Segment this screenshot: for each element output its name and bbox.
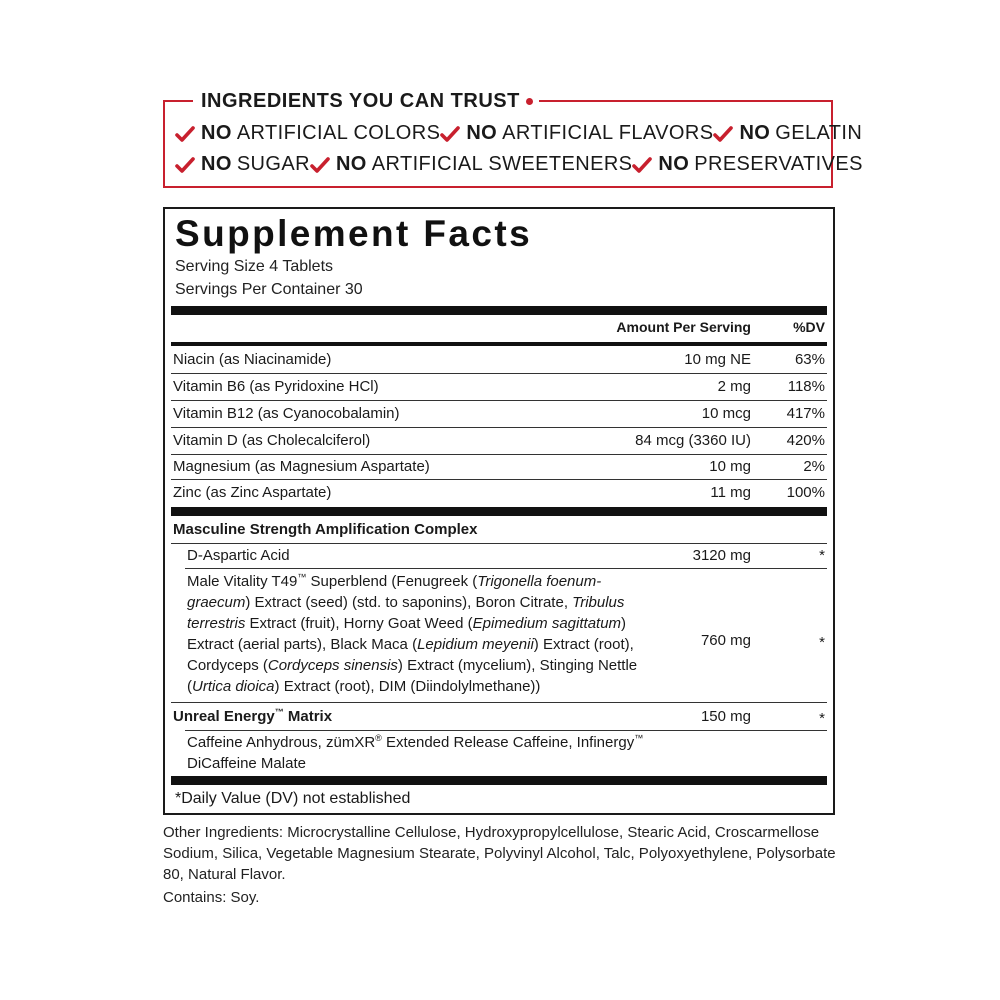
ingredient-row-d-aspartic-acid: D-Aspartic Acid 3120 mg * [187, 547, 825, 564]
header-daily-value: %DV [793, 319, 825, 335]
checkmark-icon [175, 156, 195, 174]
servings-per-container: Servings Per Container 30 [175, 281, 363, 298]
trust-title: INGREDIENTS YOU CAN TRUST [193, 88, 539, 114]
checkmark-icon [713, 125, 733, 143]
claim-no-preservatives: NO PRESERVATIVES [632, 153, 862, 176]
row-divider [185, 730, 827, 731]
energy-matrix-dv: * [819, 710, 825, 727]
trust-claims-row-1 [175, 122, 863, 145]
checkmark-icon [632, 156, 652, 174]
superblend-description: Male Vitality T49™ Superblend (Fenugreek (Trigonella foenum-graecum) Extract (seed) (std. to saponins), Boron Citrate, Tribulus terrestris Extract (fruit), Horny Goat Weed (Epimedium sagittatum) Extract (aerial parts), Black Maca (Lepidium meyenii) Extract (root), Cordyceps (Cordyceps sinensis) Extract (mycelium), Stinging Nettle (Urtica dioica) Extract (root), DIM (Diindolylmethane)) [187, 572, 638, 695]
nutrient-row: Vitamin B6 (as Pyridoxine HCl) 2 mg 118% [173, 378, 825, 395]
nutrient-row: Vitamin D (as Cholecalciferol) 84 mcg (3360 IU) 420% [173, 432, 825, 449]
row-divider [171, 373, 827, 374]
claim-no-artificial-colors: NO ARTIFICIAL COLORS [175, 122, 440, 145]
daily-value-footnote: *Daily Value (DV) not established [175, 790, 411, 807]
facts-title: Supplement Facts [175, 213, 533, 254]
trust-claims-row-2 [175, 153, 863, 176]
superblend-amount: 760 mg [700, 632, 751, 649]
nutrient-row: Niacin (as Niacinamide) 10 mg NE 63% [173, 351, 825, 368]
claim-no-gelatin: NO GELATIN [713, 122, 862, 145]
trust-box [163, 89, 863, 188]
medium-divider [171, 342, 827, 346]
complex-title: Masculine Strength Amplification Complex [173, 521, 478, 538]
allergen-statement: Contains: Soy. [163, 889, 260, 906]
nutrient-row: Vitamin B12 (as Cyanocobalamin) 10 mcg 417% [173, 405, 825, 422]
claim-no-sugar: NO SUGAR [175, 153, 310, 176]
row-divider [171, 427, 827, 428]
energy-matrix-title: Unreal Energy™ Matrix [173, 707, 333, 725]
header-amount-per-serving: Amount Per Serving [616, 319, 751, 335]
claim-no-artificial-sweeteners: NO ARTIFICIAL SWEETENERS [310, 153, 632, 176]
trust-dot-icon [526, 98, 533, 105]
supplement-facts-panel [163, 207, 835, 815]
checkmark-icon [175, 125, 195, 143]
thick-divider [171, 306, 827, 315]
row-divider [185, 568, 827, 569]
energy-matrix-description: Caffeine Anhydrous, zümXR® Extended Release Caffeine, Infinergy™ DiCaffeine Malate [187, 733, 644, 772]
claim-no-artificial-flavors: NO ARTIFICIAL FLAVORS [440, 122, 713, 145]
energy-matrix-amount: 150 mg [700, 708, 751, 725]
serving-size: Serving Size 4 Tablets [175, 258, 334, 275]
thick-divider [171, 507, 827, 516]
row-divider [171, 702, 827, 703]
row-divider [171, 400, 827, 401]
superblend-dv: * [819, 634, 825, 651]
checkmark-icon [440, 125, 460, 143]
checkmark-icon [310, 156, 330, 174]
row-divider [171, 479, 827, 480]
other-ingredients: Other Ingredients: Microcrystalline Cellulose, Hydroxypropylcellulose, Stearic Acid, Croscarmellose Sodium, Silica, Vegetable Magnesium Stearate, Polyvinyl Alcohol, Talc, Polyoxyethylene, Polysorbate 80, Natural Flavor. [163, 824, 836, 883]
nutrient-row: Zinc (as Zinc Aspartate) 11 mg 100% [173, 484, 825, 501]
thick-divider [171, 776, 827, 785]
nutrient-row: Magnesium (as Magnesium Aspartate) 10 mg 2% [173, 458, 825, 475]
